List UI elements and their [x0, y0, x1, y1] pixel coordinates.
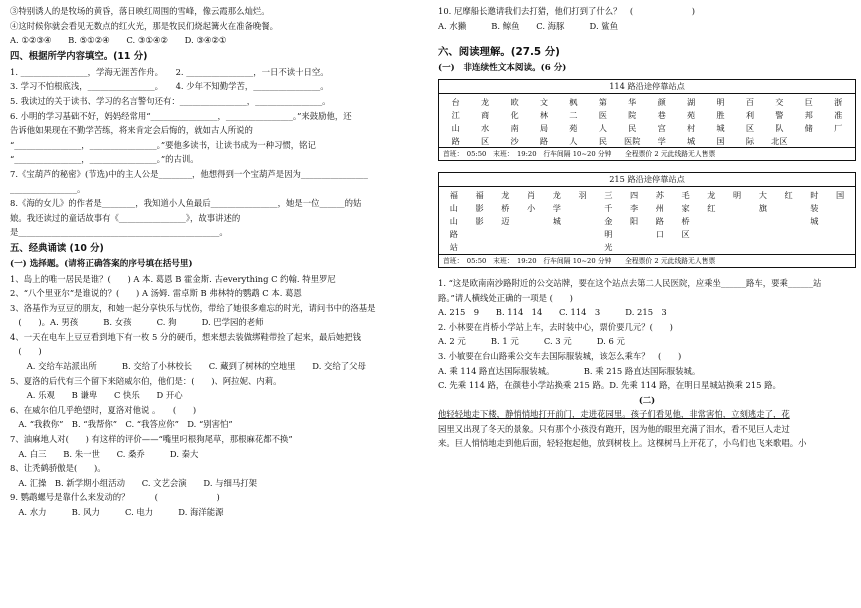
question-line: 6、在威尔伯几乎绝望时，夏洛对他说 。 ( ) [10, 404, 197, 415]
section-4-title: 四、根据所学内容填空。(11 分) [10, 50, 148, 62]
stop-char [802, 228, 828, 241]
stop-char: 路 [451, 135, 460, 146]
stop-char: 桥 [501, 203, 510, 214]
stop-char: 金 [604, 216, 613, 227]
stop-char: 邦 [804, 109, 813, 120]
stop-char: 二 [569, 109, 578, 120]
stop-char: 欧 [510, 96, 519, 107]
stop-char: 装 [810, 203, 819, 214]
stop-char: 村 [686, 122, 696, 133]
stop-char: 毛 [681, 190, 690, 201]
stop-char: 枫 [569, 96, 578, 107]
question-line: 8.《海的女儿》的作者是________，我知道小人鱼最后________________，她是一位______的姑 [10, 198, 362, 209]
stop-column [441, 189, 467, 254]
stop-column [823, 96, 852, 148]
stop-char [776, 215, 802, 228]
table-footer: 首班： 05:50 末班： 19:20 行车间隔 10~20 分钟 全程票价 2 元此线路无人售票 [439, 254, 855, 267]
question-line: 5. 我读过的关于读书、学习的名言警句还有：________________，________________。 [10, 95, 331, 106]
stop-char: 城 [552, 216, 561, 227]
stop-column [827, 189, 853, 254]
stop-char: 肖 [527, 190, 536, 201]
question-line: “________________，________________。”要他多读书，让读书成为一种习惯，铭记 [10, 139, 316, 150]
section-5-title: 五、经典诵读 (10 分) [10, 242, 104, 254]
stop-char: 苑 [686, 109, 696, 120]
stop-column [441, 96, 470, 148]
stop-column [776, 189, 802, 254]
stop-char: 准 [834, 109, 843, 120]
question-line: A. 交给车站派出所 B. 交给了小林校长 C. 藏到了树林的空地里 D. 交给了父母 [10, 361, 366, 372]
stop-char: 人 [598, 122, 607, 133]
stop-char: 山 [449, 216, 458, 227]
stop-char [493, 241, 519, 254]
question-line: ( )。A. 男孩 B. 女孩 C. 狗 D. 巴学园的老师 [10, 317, 264, 328]
section-6-title: 六、阅读理解。(27.5 分) [438, 46, 560, 59]
options-line: A. 2 元 B. 1 元 C. 3 元 D. 6 元 [438, 336, 625, 347]
stop-char: 李 [630, 203, 639, 214]
table-footer: 首班： 05:50 末班： 19:20 行车间隔 10~20 分钟 全程票价 2 元此线路无人售票 [439, 147, 855, 160]
stop-char: 学 [552, 203, 561, 214]
stop-char: 区 [745, 122, 755, 133]
stop-column [647, 189, 673, 254]
question-line: 1. “这是欧南南沙路附近的公交站牌，要在这个站点去第二人民医院，应乘坐______路车，要乘______站 [438, 277, 822, 288]
stop-char: 州 [655, 203, 664, 214]
stop-char: 明 [733, 190, 742, 201]
stop-char: 北区 [771, 135, 788, 146]
stop-column [621, 189, 647, 254]
question-line: A. 白三 B. 朱一世 C. 桑乔 D. 秦大 [10, 448, 199, 459]
stop-char [724, 202, 750, 215]
stop-char: 交 [775, 96, 784, 107]
stop-char: 文 [539, 96, 549, 107]
stop-char: 福 [449, 190, 458, 201]
question-line: 是________________________________________________。 [10, 227, 228, 238]
stop-char: 路 [655, 216, 664, 227]
stop-column [724, 189, 750, 254]
stop-column [647, 96, 676, 148]
stop-char: 城 [686, 135, 696, 146]
stop-column [765, 96, 794, 148]
question-line: 10. 尼摩船长邀请我们去打猎，他们打到了什么？ ( ) [438, 6, 696, 16]
question-line: A. 水力 B. 风力 C. 电力 D. 海洋能源 [10, 507, 224, 517]
stop-char: 龙 [552, 190, 561, 201]
stop-char: 区 [481, 135, 490, 146]
stop-column [699, 189, 725, 254]
stop-char: 国 [716, 135, 725, 146]
stop-char: 旗 [758, 203, 767, 214]
stop-column [570, 189, 596, 254]
stop-column [618, 96, 647, 148]
stop-char: 阳 [630, 216, 639, 227]
stop-column [735, 96, 764, 148]
stop-char [570, 215, 596, 228]
stop-char: 院 [628, 109, 637, 120]
question-line: 5、夏洛的后代有三个留下来陪威尔伯，他们是：( )、阿拉妮、内莉。 [10, 375, 282, 386]
text-line: ③特别诱人的是牧场的黄昏，落日映红周围的雪峰，像云霞那么灿烂。 [10, 6, 270, 16]
stop-char: 百 [745, 96, 755, 107]
stop-char: 家 [681, 203, 690, 214]
stop-char: 人 [569, 135, 578, 146]
stop-char [467, 228, 493, 241]
section-5-subtitle: (一) 选择题。(请将正确答案的序号填在括号里) [10, 258, 193, 269]
stop-char: 时 [810, 190, 819, 201]
stop-char: 苏 [655, 190, 664, 201]
stop-char: 明 [716, 96, 725, 107]
stop-char: 影 [475, 203, 484, 214]
stop-column [544, 189, 570, 254]
stop-char: 龙 [481, 96, 490, 107]
stop-column [559, 96, 588, 148]
stop-column [588, 96, 617, 148]
part-2-title: (二) [638, 394, 656, 405]
stop-char: 江 [451, 109, 460, 120]
question-line: 3、洛基作为豆豆的朋友，和她一起分享快乐与忧伤，带给了她很多难忘的时光，请问书中的洛基是 [10, 302, 376, 313]
stop-char: 山 [451, 122, 460, 133]
stop-char: 明 [604, 229, 613, 240]
stop-char [776, 202, 802, 215]
stop-char [827, 215, 853, 228]
stop-column [529, 96, 558, 148]
stop-char: 台 [451, 96, 460, 107]
stop-char: 影 [475, 216, 484, 227]
stop-char: 颜 [657, 96, 666, 107]
stop-char: 路 [449, 229, 458, 240]
left-column [10, 4, 418, 520]
stop-char: 大 [758, 190, 767, 201]
question-line: 4、一天在电车上豆豆看到地下有一枚 5 分的硬币，想来想去装做绑鞋带捡了起来，最后她把钱 [10, 331, 361, 342]
stop-char: 浙 [834, 96, 843, 107]
stop-char [467, 241, 493, 254]
stop-column [750, 189, 776, 254]
stop-char: 山 [449, 203, 458, 214]
stop-column [676, 96, 705, 148]
stop-char: 沙 [510, 135, 519, 146]
section-6-subtitle: (一) 非连续性文本阅读。(6 分) [438, 63, 567, 74]
stop-char: 利 [745, 109, 755, 120]
stop-char: 胜 [716, 109, 725, 120]
stop-char: 医 [598, 109, 607, 120]
bus-stop-table-215 [438, 172, 856, 268]
question-line: ________________。 [10, 183, 86, 194]
question-line: 告诉他如果现在不勤学苦练，将来肯定会后悔的，就如古人所说的 [10, 125, 253, 136]
right-column [438, 4, 856, 451]
stop-char: 巷 [657, 109, 666, 120]
stop-char: 龙 [707, 190, 716, 201]
passage-line: 园里又出现了冬天的景象。只有那个小孩没有跑开，因为他的眼里充满了泪水，看不见巨人走过 [438, 423, 790, 434]
question-line: 路。”请人横线处正确的一项是 ( ) [438, 292, 573, 303]
stop-char: 羽 [578, 190, 587, 201]
stop-char: 南 [510, 122, 519, 133]
stop-char: 千 [604, 203, 613, 214]
stop-grid [439, 187, 855, 254]
stop-char: 苑 [569, 122, 578, 133]
stop-grid [439, 94, 855, 148]
stop-char: 民 [628, 122, 637, 133]
stop-char [827, 202, 853, 215]
question-line: 2、“八个里亚尔”是谁说的？( ) A 汤姆. 雷卓斯 B 弗林特的鹦鹉 C 本. 葛恩 [10, 288, 302, 299]
table-title: 215 路沿途停靠站点 [439, 173, 855, 187]
question-line: 娘。我还读过的童话故事有《________________》，故事讲述的 [10, 212, 241, 223]
stop-column [673, 189, 699, 254]
stop-char: 红 [707, 203, 716, 214]
stop-column [794, 96, 823, 148]
question-line: 8、让秃鹤骄傲是( )。 [10, 463, 106, 474]
stop-char [621, 241, 647, 254]
stop-char: 口 [655, 229, 664, 240]
stop-char [647, 241, 673, 254]
stop-column [518, 189, 544, 254]
question-line: 7、油麻地人对( ) 有这样的评价——“嘴里叼根狗尾草，那根麻花都不换” [10, 434, 293, 445]
question-line: A. 汇操 B. 新学期小组活动 C. 文艺会演 D. 与细马打架 [10, 477, 258, 488]
stop-char [673, 241, 699, 254]
stop-char [518, 215, 544, 228]
question-line: “________________，________________。”的古训。 [10, 154, 199, 165]
stop-char [570, 202, 596, 215]
stop-char [518, 228, 544, 241]
stop-char: 商 [481, 109, 490, 120]
options-line: A. 乘 114 路直达国际服装城。 B. 乘 215 路直达国际服装城。 [438, 365, 701, 376]
stop-char: 国 [836, 190, 845, 201]
passage-line: 来。巨人悄悄地走到他后面，轻轻抱起他，放到树枝上。这棵树马上开花了，小鸟们也飞来歌唱。小 [438, 438, 807, 449]
table-title: 114 路沿途停靠站点 [439, 80, 855, 94]
stop-char: 厂 [834, 122, 843, 133]
stop-char: 路 [539, 135, 549, 146]
question-line: 9. 鹦鹉螺号是靠什么来发动的？ ( ) [10, 492, 220, 503]
stop-char: 巨 [804, 96, 813, 107]
stop-char: 光 [604, 242, 613, 253]
stop-char [724, 215, 750, 228]
stop-char [699, 215, 725, 228]
question-line: 3. 小敏要在台山路乘公交车去国际服装城，该怎么乘车？ ( ) [438, 350, 682, 361]
question-line: 3. 学习不怕根底浅，________________。 4. 少年不知勤学苦，________________。 [10, 81, 329, 92]
stop-column [467, 189, 493, 254]
passage-line: 他轻轻地走下楼，静悄悄地打开前门，走进花园里。孩子们看见他，非常害怕，立刻逃走了，花 [438, 409, 790, 420]
question-line: 7.《宝葫芦的秘密》(节选)中的主人公是________，他想得到一个宝葫芦是因为________________ [10, 168, 368, 179]
options-line: A. ①②③④ B. ⑤①②④ C. ③①④② D. ③④②① [10, 35, 227, 46]
stop-char: 林 [539, 109, 549, 120]
stop-char: 学 [657, 135, 666, 146]
stop-char: 储 [804, 122, 813, 133]
stop-char: 医院 [624, 135, 641, 146]
stop-char [544, 228, 570, 241]
stop-char: 桥 [681, 216, 690, 227]
stop-char: 队 [775, 122, 784, 133]
stop-column [596, 189, 622, 254]
stop-char: 警 [775, 109, 784, 120]
stop-char: 水 [481, 122, 490, 133]
stop-char: 红 [784, 190, 793, 201]
options-line: A. 水獭 B. 鲸鱼 C. 海豚 D. 鲨鱼 [438, 20, 619, 31]
stop-char [544, 241, 570, 254]
stop-char: 化 [510, 109, 519, 120]
stop-char: 城 [716, 122, 725, 133]
bus-stop-table-114 [438, 79, 856, 162]
question-line: A. 乐观 B 谦卑 C 快乐 D 开心 [10, 390, 183, 401]
text-line: ④这时候你就会看见无数点的红火光，那是牧民们烧起篝火在准备晚餐。 [10, 20, 278, 31]
stop-char: 城 [810, 216, 819, 227]
stop-char: 四 [630, 190, 639, 201]
stop-column [706, 96, 735, 148]
stop-char: 局 [539, 122, 549, 133]
stop-char [794, 135, 823, 148]
stop-char [621, 228, 647, 241]
stop-char: 民 [598, 135, 607, 146]
stop-char: 迈 [501, 216, 510, 227]
question-line: 1. ________________，学海无涯苦作舟。 2. ________________，一日不读十日空。 [10, 66, 329, 77]
stop-char: 龙 [501, 190, 510, 201]
stop-char [699, 228, 725, 241]
options-line: A. 215 9 B. 114 14 C. 114 3 D. 215 3 [438, 307, 667, 318]
stop-column [500, 96, 529, 148]
question-line: 6. 小明的学习基础不好，妈妈经常用“________________，________________。”来鼓励他，还 [10, 110, 352, 121]
question-line: A. “我救你” B. “我帮你” C. “我答应你” D. “别害怕” [10, 419, 233, 430]
stop-column [493, 189, 519, 254]
stop-column [470, 96, 499, 148]
stop-column [802, 189, 828, 254]
stop-char: 福 [475, 190, 484, 201]
stop-char: 际 [745, 135, 755, 146]
stop-char: 华 [628, 96, 637, 107]
stop-char: 三 [604, 190, 613, 201]
stop-char [750, 215, 776, 228]
stop-char: 湖 [686, 96, 696, 107]
question-line: ( ) [10, 346, 42, 357]
stop-char: 第 [598, 96, 607, 107]
question-line: 1、岛上的唯一居民是谁？( ) A 本. 葛恩 B 霍金斯. 古everything C 约翰. 特里罗尼 [10, 273, 336, 284]
stop-char: 站 [449, 242, 458, 253]
stop-char: 小 [527, 203, 536, 214]
options-line: C. 先乘 114 路，在颜巷小学站换乘 215 路。D. 先乘 114 路，在明日星城站换乘 215 路。 [438, 380, 781, 391]
question-line: 2. 小林要在肖桥小学站上车，去时装中心，票价要几元？( ) [438, 321, 673, 332]
stop-char [493, 228, 519, 241]
stop-char: 宫 [657, 122, 666, 133]
stop-char: 区 [681, 229, 690, 240]
stop-char [823, 135, 852, 148]
stop-char [750, 228, 776, 241]
